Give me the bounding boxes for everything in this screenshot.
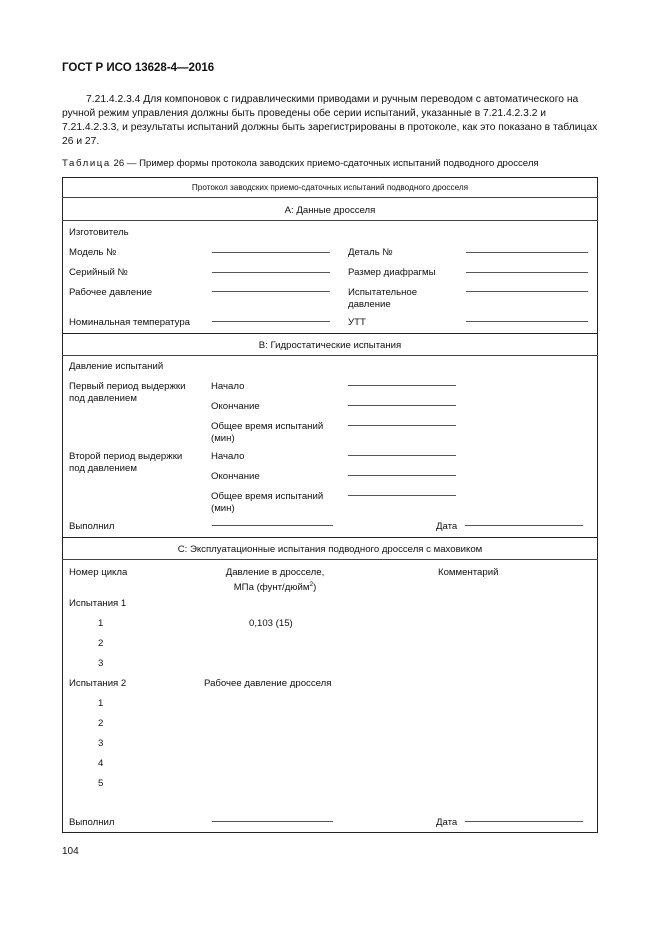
test-pressure-b-label: Давление испытаний	[69, 361, 164, 372]
test2-row-3: 3	[98, 738, 104, 749]
test2-row-1: 1	[98, 698, 104, 709]
table-caption	[62, 158, 622, 169]
page-number: 104	[62, 846, 79, 857]
col-pressure-line2: МПа (фунт/дюйм$^2$)	[233, 580, 317, 593]
performed-by-b-blank	[212, 525, 333, 526]
date-c-label: Дата	[436, 817, 458, 828]
section-c-title: C: Эксплуатационные испытания подводного дросселя с маховиком	[177, 544, 483, 555]
working-pressure-blank	[212, 291, 330, 292]
nominal-temp-label: Номинальная температура	[69, 317, 191, 328]
second-start-blank	[348, 455, 456, 456]
first-end-blank	[348, 405, 456, 406]
table-caption-label: Таблица	[62, 158, 111, 169]
second-total-blank	[348, 495, 456, 496]
document-header: ГОСТ Р ИСО 13628-4—2016	[62, 62, 215, 74]
performed-by-c-blank	[212, 821, 333, 822]
test2-working-pressure: Рабочее давление дросселя	[204, 678, 332, 689]
date-b-blank	[465, 525, 583, 526]
date-c-blank	[465, 821, 583, 822]
test2-row-2: 2	[98, 718, 104, 729]
second-end-blank	[348, 475, 456, 476]
col-pressure-header	[215, 567, 335, 593]
test1-row-2: 2	[98, 638, 104, 649]
divider	[62, 220, 598, 221]
col-comment-header: Комментарий	[438, 567, 499, 578]
paragraph-7-21-4-2-3-4: 7.21.4.2.3.4 Для компоновок с гидравлическими приводами и ручным переводом с автоматического на ручной режим управления должны быть проведены обе серии испытаний, указанные в 7.21.4.2.3.2 и 7.21.4.2.3.3, и результаты испытаний должны быть зарегистрированы в протоколе, как это показано в таблицах 26 и 27.	[62, 94, 598, 147]
performed-by-b-label: Выполнил	[69, 521, 115, 532]
manufacturer-label: Изготовитель	[69, 227, 129, 238]
col-pressure-line1: Давление в дросселе,	[225, 567, 325, 578]
divider	[62, 197, 598, 198]
first-total-blank	[348, 425, 456, 426]
part-blank	[466, 252, 588, 253]
section-divider	[62, 333, 598, 334]
test2-row-5: 5	[98, 778, 104, 789]
first-start-label: Начало	[211, 381, 245, 392]
test2-label: Испытания 2	[69, 678, 127, 689]
ytt-label: УТТ	[348, 317, 366, 328]
serial-blank	[212, 272, 330, 273]
model-label: Модель №	[69, 247, 117, 258]
first-start-blank	[348, 385, 456, 386]
date-b-label: Дата	[436, 521, 458, 532]
orifice-label: Размер диафрагмы	[348, 267, 436, 278]
divider	[62, 355, 598, 356]
col-cycle-header: Номер цикла	[69, 567, 128, 578]
section-a-title: A: Данные дросселя	[284, 205, 376, 216]
test1-row-3: 3	[98, 658, 104, 669]
ytt-blank	[466, 321, 588, 322]
working-pressure-label: Рабочее давление	[69, 287, 153, 298]
performed-by-c-label: Выполнил	[69, 817, 115, 828]
table-caption-text: 26 — Пример формы протокола заводских приемо-сдаточных испытаний подводного дросселя	[113, 158, 539, 169]
test-pressure-label: Испытательное давление	[348, 287, 418, 310]
nominal-temp-blank	[212, 321, 330, 322]
second-end-label: Окончание	[211, 471, 260, 482]
test1-label: Испытания 1	[69, 598, 127, 609]
first-end-label: Окончание	[211, 401, 260, 412]
first-period-label: Первый период выдержки под давлением	[69, 381, 186, 404]
serial-label: Серийный №	[69, 267, 128, 278]
test1-row-1: 1	[98, 618, 104, 629]
test-pressure-blank	[466, 291, 588, 292]
part-label: Деталь №	[348, 247, 393, 258]
second-total-label: Общее время испытаний (мин)	[211, 491, 324, 514]
first-total-label: Общее время испытаний (мин)	[211, 421, 324, 444]
second-period-label: Второй период выдержки под давлением	[69, 451, 183, 474]
protocol-title: Протокол заводских приемо-сдаточных испытаний подводного дросселя	[191, 183, 469, 192]
section-divider	[62, 537, 598, 538]
model-blank	[212, 252, 330, 253]
divider	[62, 559, 598, 560]
second-start-label: Начало	[211, 451, 245, 462]
section-b-title: B: Гидростатические испытания	[258, 340, 402, 351]
orifice-blank	[466, 272, 588, 273]
test2-row-4: 4	[98, 758, 104, 769]
test1-pressure-value: 0,103 (15)	[249, 618, 293, 629]
